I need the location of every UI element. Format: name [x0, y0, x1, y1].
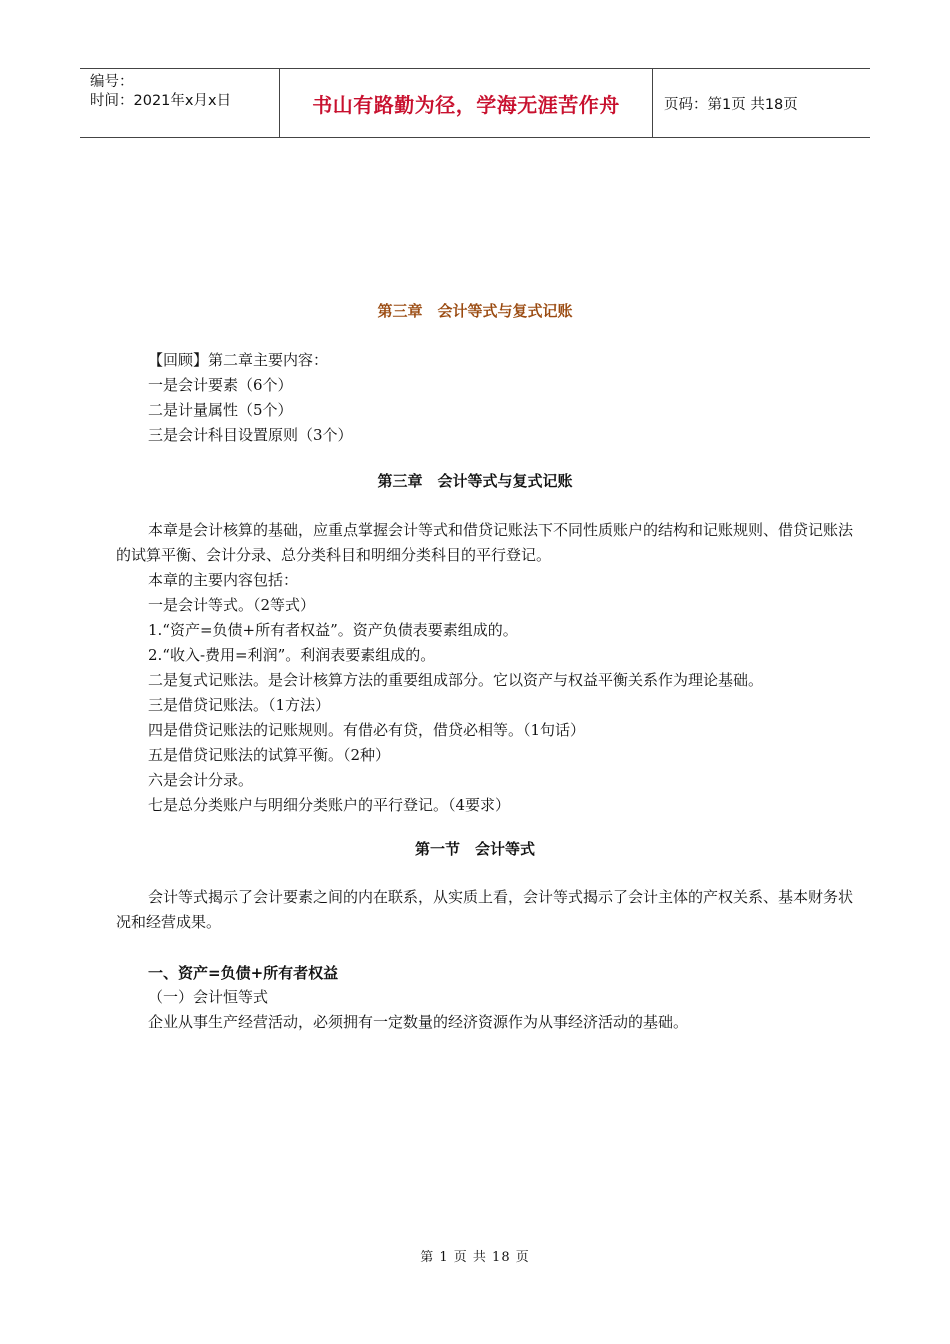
subsection-line: （一）会计恒等式 [148, 988, 269, 1006]
subsection-line: 企业从事生产经营活动，必须拥有一定数量的经济资源作为从事经济活动的基础。 [148, 1013, 689, 1031]
review-line: 二是计量属性（5个） [148, 401, 293, 419]
review-line: 一是会计要素（6个） [148, 376, 293, 394]
contents-line: 五是借贷记账法的试算平衡。（2种） [148, 746, 391, 764]
contents-line: 四是借贷记账法的记账规则。有借必有贷，借贷必相等。（1句话） [148, 721, 586, 739]
time-label: 时间：2021年x月x日 [90, 93, 232, 109]
contents-line: 六是会计分录。 [148, 771, 254, 789]
review-line: 三是会计科目设置原则（3个） [148, 426, 353, 444]
review-line: 【回顾】第二章主要内容： [148, 351, 329, 369]
chapter-title-colored: 第三章 会计等式与复式记账 [377, 302, 573, 320]
contents-block [148, 568, 763, 818]
intro-paragraph: 本章是会计核算的基础，应重点掌握会计等式和借贷记账法下不同性质账户的结构和记账规则、借贷记账法的试算平衡、会计分录、总分类科目和明细分类科目的平行登记。 [116, 521, 854, 564]
header-page-info: 页码：第1页 共18页 [664, 96, 798, 113]
contents-line: 一是会计等式。（2等式） [148, 596, 316, 614]
review-block [148, 348, 353, 448]
chapter-title: 第三章 会计等式与复式记账 [377, 472, 573, 490]
contents-line: 三是借贷记账法。（1方法） [148, 696, 331, 714]
section-paragraph: 会计等式揭示了会计要素之间的内在联系，从实质上看，会计等式揭示了会计主体的产权关系、基本财务状况和经营成果。 [116, 888, 854, 931]
number-label: 编号： [90, 74, 134, 90]
header-motto: 书山有路勤为径，学海无涯苦作舟 [280, 69, 653, 137]
contents-line: 1.“资产=负债+所有者权益”。资产负债表要素组成的。 [148, 621, 518, 639]
page-header [80, 68, 870, 138]
header-meta [80, 69, 280, 137]
contents-line: 七是总分类账户与明细分类账户的平行登记。（4要求） [148, 796, 511, 814]
contents-line: 本章的主要内容包括： [148, 571, 299, 589]
subsection-block [148, 985, 688, 1035]
page-footer: 第 1 页 共 18 页 [420, 1250, 530, 1265]
section-title: 第一节 会计等式 [414, 840, 535, 858]
contents-line: 二是复式记账法。是会计核算方法的重要组成部分。它以资产与权益平衡关系作为理论基础。 [148, 671, 764, 689]
subsection-title: 一、资产=负债+所有者权益 [148, 964, 339, 982]
contents-line: 2.“收入-费用=利润”。利润表要素组成的。 [148, 646, 436, 664]
